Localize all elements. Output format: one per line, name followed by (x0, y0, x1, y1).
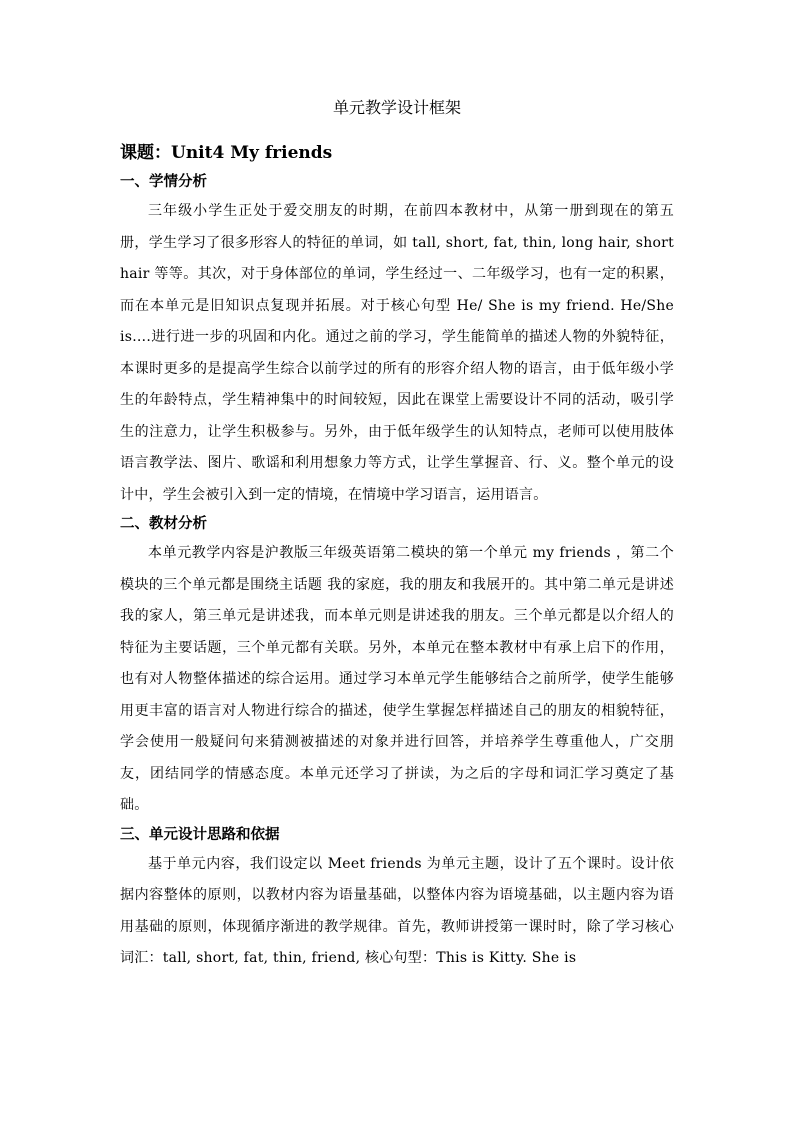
section-heading: 三、单元设计思路和依据 (120, 825, 280, 843)
section-paragraph: 基于单元内容，我们设定以 Meet friends 为单元主题，设计了五个课时。设计依据内容整体的原则，以教材内容为语量基础，以整体内容为语境基础，以主题内容为语用基础的原则，体现循序渐进的教学规律。首先，教师讲授第一课时时，除了学习核心词汇：tall, short, fat, thin, friend, 核心句型：This is Kitty. She is (120, 855, 674, 966)
section-design-rationale (120, 823, 674, 975)
section-heading: 二、教材分析 (120, 515, 207, 532)
section-textbook-analysis (120, 512, 674, 822)
section-paragraph: 三年级小学生正处于爱交朋友的时期，在前四本教材中，从第一册到现在的第五册，学生学习了很多形容人的特征的单词，如 tall, short, fat, thin, long hair, short hair 等等。其次，对于身体部位的单词，学生经过一、二年级学习，也有一定的积累，而在本单元是旧知识点复现并拓展。对于核心句型 He/ She is my friend. He/She is….进行进一步的巩固和内化。通过之前的学习，学生能简单的描述人物的外貌特征，本课时更多的是提高学生综合以前学过的所有的形容介绍人物的语言，由于低年级小学生的年龄特点，学生精神集中的时间较短，因此在课堂上需要设计不同的活动，吸引学生的注意力，让学生积极参与。另外，由于低年级学生的认知特点，老师可以使用肢体语言教学法、图片、歌谣和利用想象力等方式，让学生掌握音、行、义。整个单元的设计中，学生会被引入到一定的情境，在情境中学习语言，运用语言。 (120, 203, 674, 503)
lesson-title: 课题：Unit4 My friends (120, 143, 333, 163)
section-heading: 一、学情分析 (120, 173, 207, 190)
section-learner-analysis (120, 170, 674, 511)
document-title: 单元教学设计框架 (332, 98, 461, 117)
document-page (120, 96, 674, 976)
section-paragraph: 本单元教学内容是沪教版三年级英语第二模块的第一个单元 my friends ，第二个模块的三个单元都是围绕主话题 我的家庭，我的朋友和我展开的。其中第二单元是讲述我的家人，第三单元是讲述我，而本单元则是讲述我的朋友。三个单元都是以介绍人的特征为主要话题，三个单元都有关联。另外，本单元在整本教材中有承上启下的作用，也有对人物整体描述的综合运用。通过学习本单元学生能够结合之前所学，使学生能够用更丰富的语言对人物进行综合的描述，使学生掌握怎样描述自己的朋友的相貌特征，学会使用一般疑问句来猜测被描述的对象并进行回答，并培养学生尊重他人，广交朋友，团结同学的情感态度。本单元还学习了拼读，为之后的字母和词汇学习奠定了基础。 (120, 545, 674, 813)
